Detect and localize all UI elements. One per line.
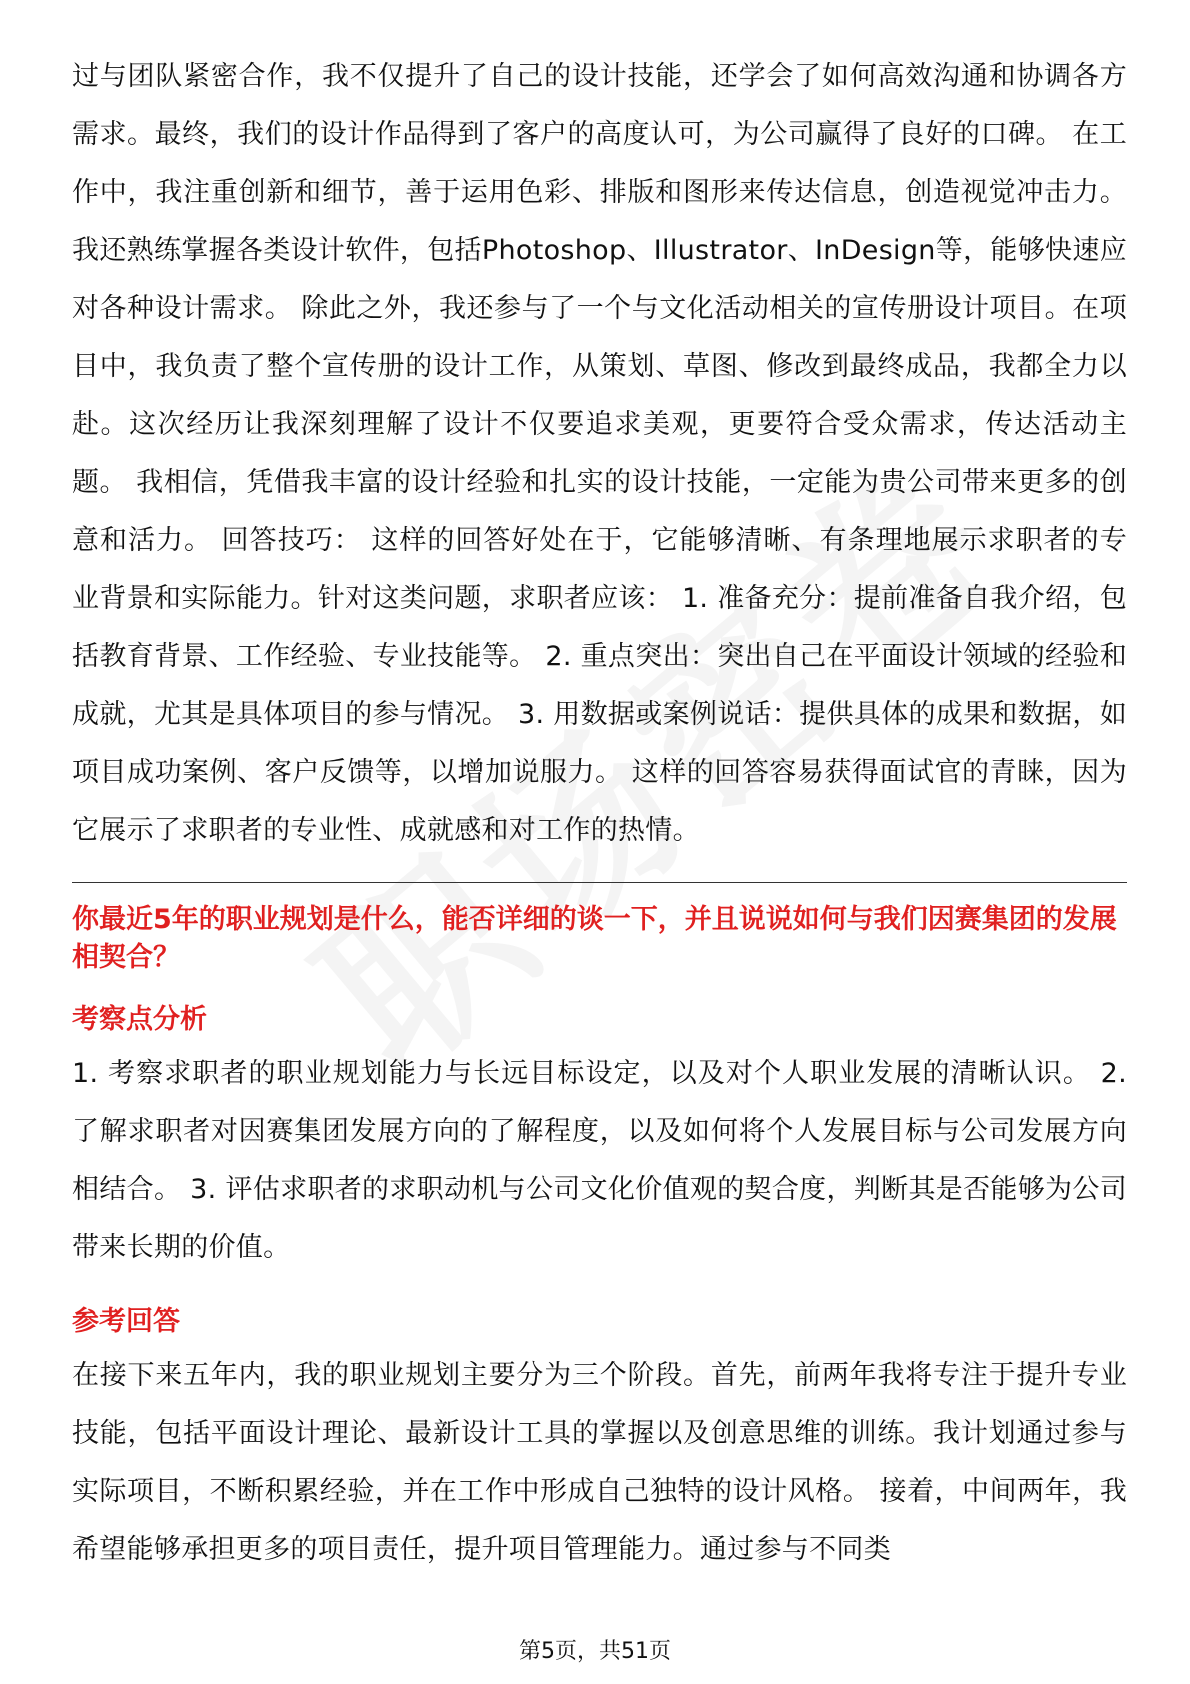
section-divider <box>72 882 1127 883</box>
analysis-text: 1. 考察求职者的职业规划能力与长远目标设定，以及对个人职业发展的清晰认识。 2. 了解求职者对因赛集团发展方向的了解程度，以及如何将个人发展目标与公司发展方向相结合。 3. 评估求职者的求职动机与公司文化价值观的契合度，判断其是否能够为公司带来长期的价值。 <box>72 1058 1127 1263</box>
analysis-heading: 考察点分析 <box>72 1004 207 1035</box>
page-content <box>72 48 1127 1579</box>
answer-heading: 参考回答 <box>72 1306 180 1337</box>
answer-continuation-paragraph: 过与团队紧密合作，我不仅提升了自己的设计技能，还学会了如何高效沟通和协调各方需求。最终，我们的设计作品得到了客户的高度认可，为公司赢得了良好的口碑。 在工作中，我注重创新和细节，善于运用色彩、排版和图形来传达信息，创造视觉冲击力。我还熟练掌握各类设计软件，包括Photoshop、Illustrator、InDesign等，能够快速应对各种设计需求。 除此之外，我还参与了一个与文化活动相关的宣传册设计项目。在项目中，我负责了整个宣传册的设计工作，从策划、草图、修改到最终成品，我都全力以赴。这次经历让我深刻理解了设计不仅要追求美观，更要符合受众需求，传达活动主题。 我相信，凭借我丰富的设计经验和扎实的设计技能，一定能为贵公司带来更多的创意和活力。 回答技巧： 这样的回答好处在于，它能够清晰、有条理地展示求职者的专业背景和实际能力。针对这类问题，求职者应该： 1. 准备充分：提前准备自我介绍，包括教育背景、工作经验、专业技能等。 2. 重点突出：突出自己在平面设计领域的经验和成就，尤其是具体项目的参与情况。 3. 用数据或案例说话：提供具体的成果和数据，如项目成功案例、客户反馈等，以增加说服力。 这样的回答容易获得面试官的青睐，因为它展示了求职者的专业性、成就感和对工作的热情。 <box>72 61 1127 846</box>
interview-question: 你最近5年的职业规划是什么，能否详细的谈一下，并且说说如何与我们因赛集团的发展相契合？ <box>72 904 1117 973</box>
page-number-footer: 第5页，共51页 <box>519 1639 671 1664</box>
answer-text: 在接下来五年内，我的职业规划主要分为三个阶段。首先，前两年我将专注于提升专业技能，包括平面设计理论、最新设计工具的掌握以及创意思维的训练。我计划通过参与实际项目，不断积累经验，并在工作中形成自己独特的设计风格。 接着，中间两年，我希望能够承担更多的项目责任，提升项目管理能力。通过参与不同类 <box>72 1360 1127 1565</box>
